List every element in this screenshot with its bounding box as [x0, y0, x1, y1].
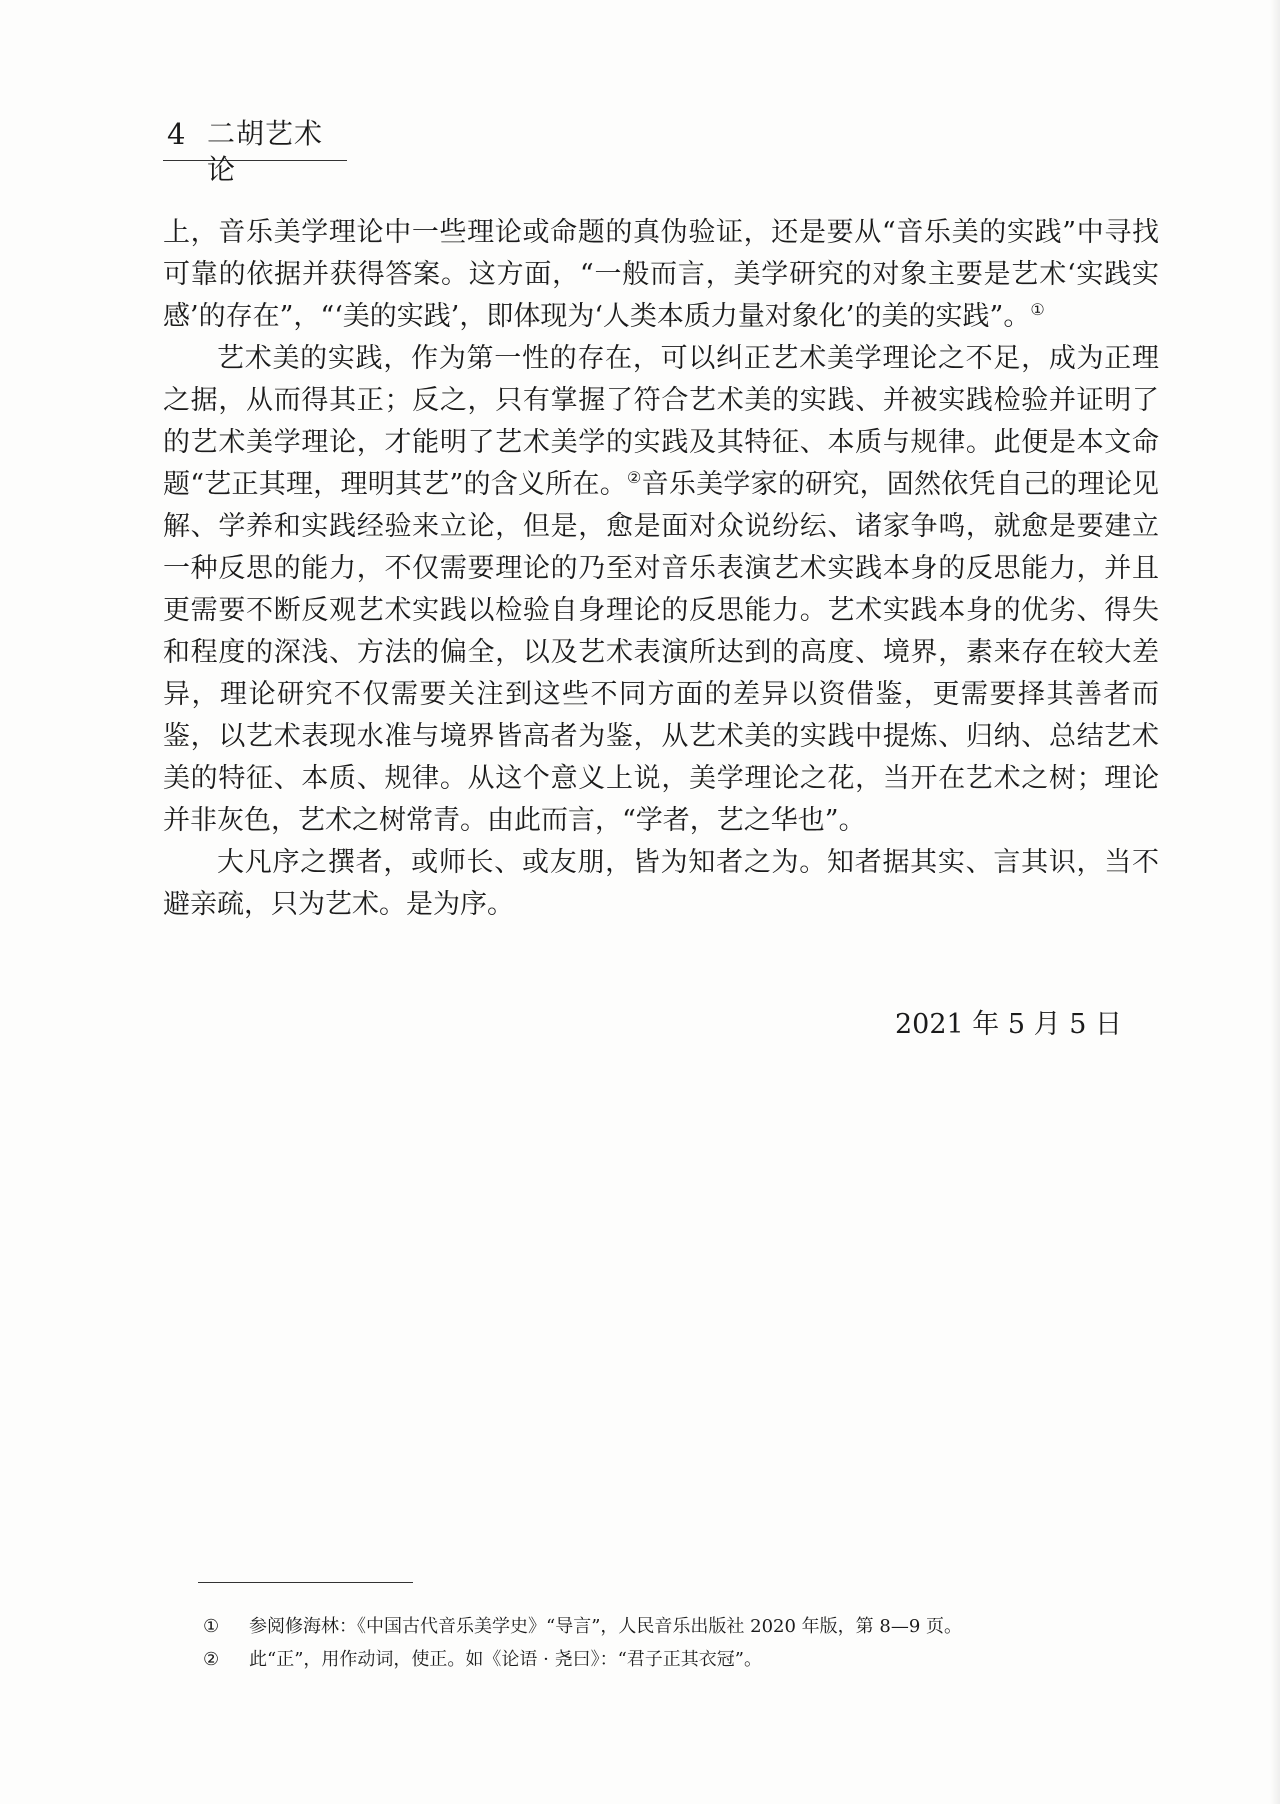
paragraph-text-continued: 音乐美学家的研究，固然依凭自己的理论见解、学养和实践经验来立论，但是，愈是面对众说纷纭、诸家争鸣，就愈是要建立一种反思的能力，不仅需要理论的乃至对音乐表演艺术实践本身的反思能力，并且更需要不断反观艺术实践以检验自身理论的反思能力。艺术实践本身的优劣、得失和程度的深浅、方法的偏全，以及艺术表演所达到的高度、境界，素来存在较大差异，理论研究不仅需要关注到这些不同方面的差异以资借鉴，更需要择其善者而鉴，以艺术表现水准与境界皆高者为鉴，从艺术美的实践中提炼、归纳、总结艺术美的特征、本质、规律。从这个意义上说，美学理论之花，当开在艺术之树；理论并非灰色，艺术之树常青。由此而言，“学者，艺之华也”。	[163, 469, 1160, 836]
footnote-marker: ①	[203, 1616, 220, 1637]
footnote	[203, 1643, 1123, 1676]
signature-date: 2021 年 5 月 5 日	[895, 1009, 1122, 1040]
paragraph-text: 艺术美的实践，作为第一性的存在，可以纠正艺术美学理论之不足，成为正理之据，从而得其正；反之，只有掌握了符合艺术美的实践、并被实践检验并证明了的艺术美学理论，才能明了艺术美学的实践及其特征、本质与规律。此便是本文命题“艺正其理，理明其艺”的含义所在。	[163, 343, 1159, 500]
footnote-ref-1: ①	[1030, 300, 1045, 319]
paragraph-text: 上，音乐美学理论中一些理论或命题的真伪验证，还是要从“音乐美的实践”中寻找可靠的依据并获得答案。这方面，“一般而言，美学研究的对象主要是艺术‘实践实感’的存在”，“‘美的实践’，即体现为‘人类本质力量对象化’的美的实践”。	[163, 217, 1159, 332]
body-text	[163, 212, 1159, 926]
paragraph-text: 大凡序之撰者，或师长、或友朋，皆为知者之为。知者据其实、言其识，当不避亲疏，只为艺术。是为序。	[163, 847, 1159, 920]
footnote-ref-2: ②	[627, 468, 642, 487]
paragraph	[163, 842, 1159, 926]
footnote-text: 参阅修海林：《中国古代音乐美学史》“导言”，人民音乐出版社 2020 年版，第 8—9 页。	[249, 1616, 963, 1637]
paragraph	[163, 338, 1159, 842]
page-edge-shadow	[1270, 0, 1280, 1804]
footnote	[203, 1610, 1123, 1643]
paragraph-continued	[163, 212, 1159, 338]
footnote-text: 此“正”，用作动词，使正。如《论语 · 尧曰》：“君子正其衣冠”。	[249, 1649, 762, 1670]
footnote-marker: ②	[203, 1649, 220, 1670]
footnotes	[203, 1610, 1123, 1676]
running-header	[163, 112, 347, 186]
running-title: 二胡艺术论	[207, 117, 324, 186]
footnote-divider	[198, 1582, 413, 1583]
page-number: 4	[167, 117, 186, 151]
